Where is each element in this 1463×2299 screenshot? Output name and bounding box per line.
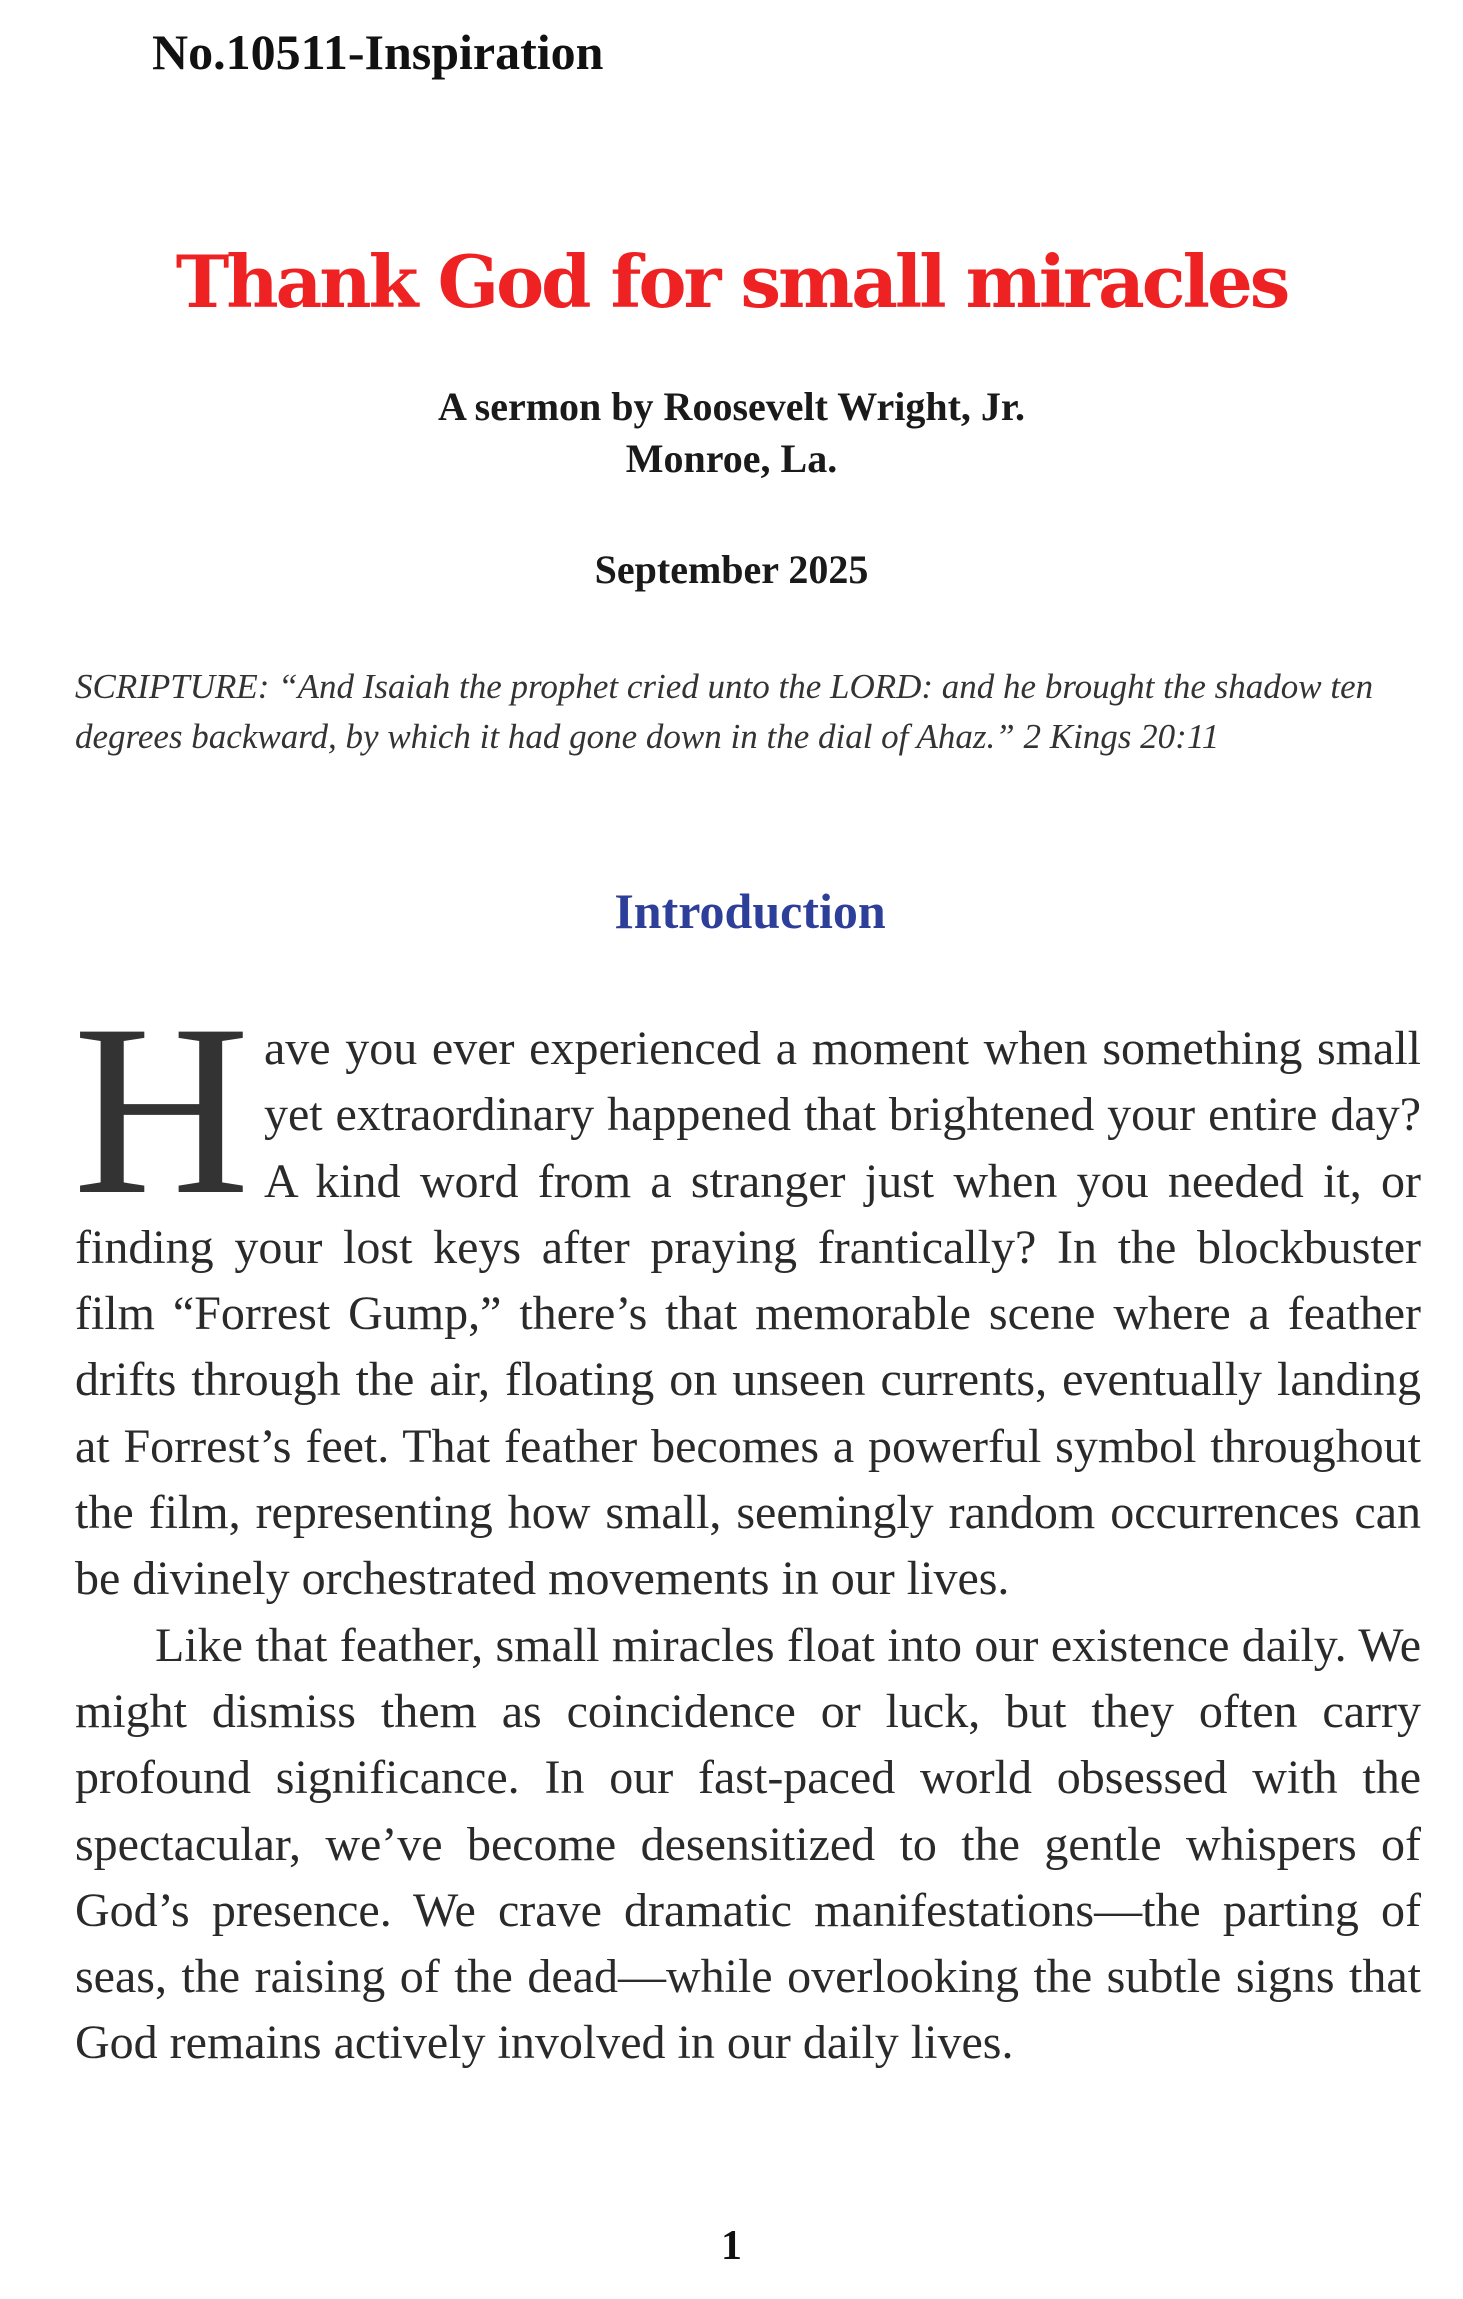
paragraph-1-text: ave you ever experienced a moment when something small yet extraordinary happened that brightened your entire day? A kind word from a stranger just when you needed it, or finding your lost keys after praying frantically? In the blockbuster film “Forrest Gump,” there’s that memorable scene where a feather drifts through the air, floating on unseen currents, eventually landing at Forrest’s feet. That feather becomes a powerful symbol throughout the film, representing how small, seemingly random occurrences can be divinely orchestrated movements in our lives. — [75, 1022, 1421, 1606]
series-label: No.10511-Inspiration — [152, 24, 604, 80]
drop-cap: H — [73, 974, 250, 1245]
sermon-title: Thank God for small miracles — [175, 239, 1288, 324]
author-line: A sermon by Roosevelt Wright, Jr. — [437, 384, 1026, 429]
section-heading-introduction: Introduction — [614, 883, 886, 939]
date-line: September 2025 — [594, 547, 869, 592]
paragraph-1 — [73, 974, 1421, 1613]
paragraph-2: Like that feather, small miracles float into our existence daily. We might dismiss them as coincidence or luck, but they often carry profound significance. In our fast-paced world obsessed with the spectacular, we’ve become desensitized to the gentle whispers of God’s presence. We crave dramatic manifestations—the parting of seas, the raising of the dead—while overlooking the subtle signs that God remains actively involved in our daily lives. — [75, 1618, 1421, 2070]
location-line: Monroe, La. — [625, 436, 838, 481]
page-number: 1 — [721, 2223, 742, 2269]
scripture-quote: SCRIPTURE: “And Isaiah the prophet cried unto the LORD: and he brought the shadow ten degrees backward, by which it had gone down in the dial of Ahaz.” 2 Kings 20:11 — [75, 667, 1374, 756]
sermon-body — [73, 974, 1421, 2077]
